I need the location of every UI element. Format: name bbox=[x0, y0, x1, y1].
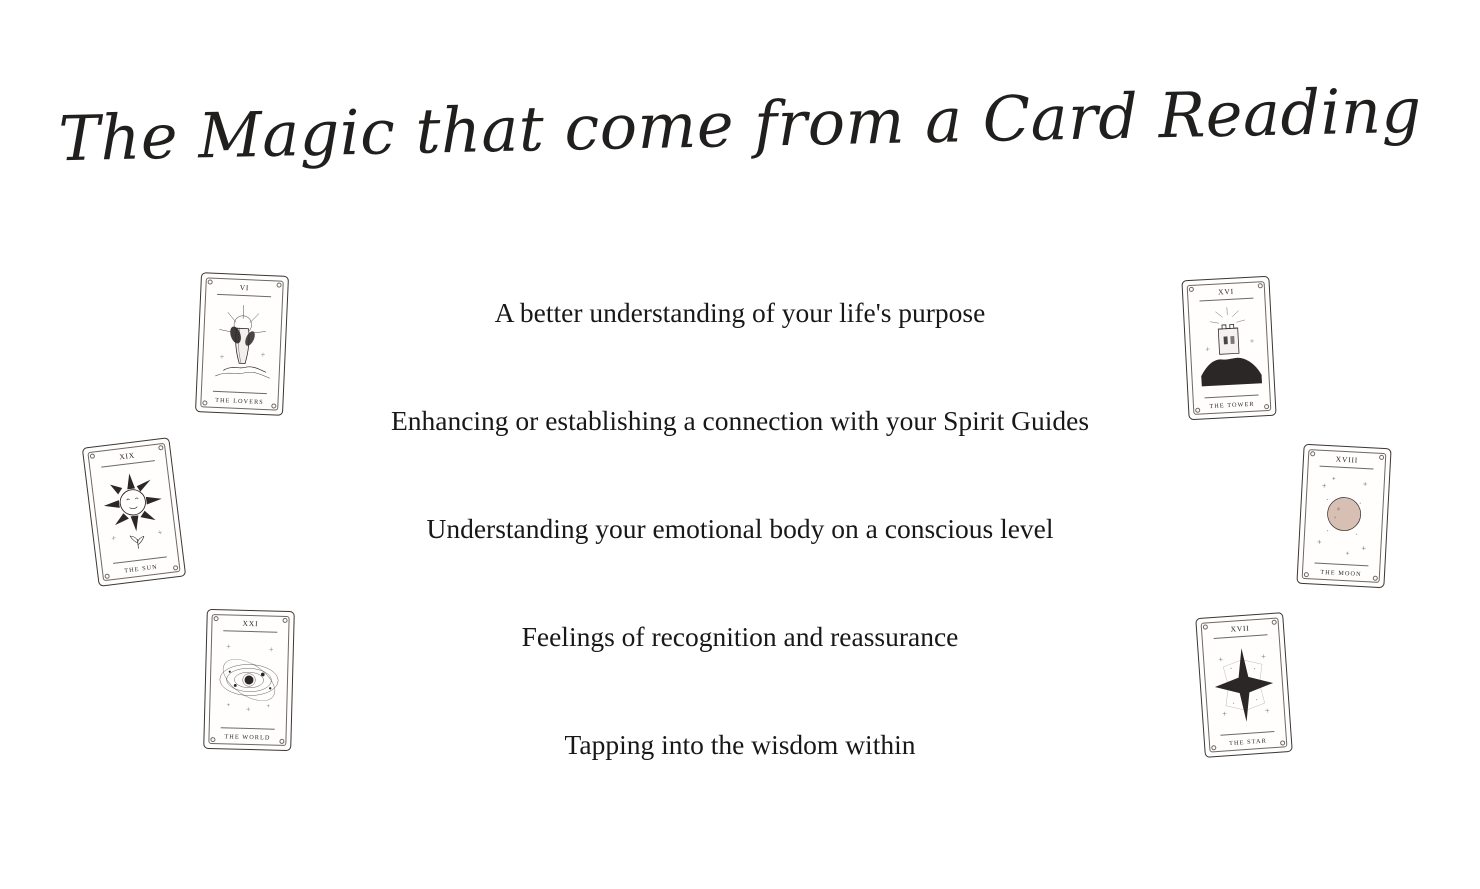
tower-card-icon bbox=[1192, 301, 1267, 395]
card-name: THE WORLD bbox=[224, 733, 271, 742]
card-roman-numeral: XVIII bbox=[1335, 453, 1359, 465]
tarot-card-sun bbox=[82, 437, 186, 587]
benefit-line-5: Tapping into the wisdom within bbox=[564, 729, 916, 760]
card-roman-numeral: XVII bbox=[1230, 622, 1250, 634]
tarot-card-star bbox=[1195, 612, 1293, 758]
card-roman-numeral: XIX bbox=[118, 450, 136, 461]
card-name: THE LOVERS bbox=[215, 396, 264, 407]
benefit-line-2: Enhancing or establishing a connection with your Spirit Guides bbox=[390, 405, 1090, 436]
sun-card-icon bbox=[94, 463, 174, 561]
card-name: THE MOON bbox=[1320, 568, 1362, 578]
card-roman-numeral: XXI bbox=[242, 618, 259, 628]
world-card-icon bbox=[213, 634, 285, 726]
tarot-card-world bbox=[203, 609, 295, 751]
card-roman-numeral: XVI bbox=[1217, 286, 1235, 296]
tarot-card-tower bbox=[1181, 276, 1276, 420]
benefits-list bbox=[300, 296, 1180, 761]
card-name: THE TOWER bbox=[1209, 400, 1255, 411]
benefit-line-4: Feelings of recognition and reassurance bbox=[521, 621, 959, 652]
benefit-line-1: A better understanding of your life's purpose bbox=[494, 297, 986, 328]
moon-card-icon bbox=[1307, 469, 1382, 563]
card-roman-numeral: VI bbox=[239, 282, 250, 292]
card-name: THE SUN bbox=[123, 563, 159, 575]
tarot-card-moon bbox=[1296, 444, 1391, 588]
lovers-card-icon bbox=[205, 298, 279, 391]
card-name: THE STAR bbox=[1228, 737, 1268, 748]
star-card-icon bbox=[1206, 638, 1282, 733]
benefit-line-3: Understanding your emotional body on a conscious level bbox=[426, 513, 1054, 544]
page-title: The Magic that come from a Card Reading bbox=[57, 73, 1423, 176]
tarot-card-lovers bbox=[195, 272, 289, 416]
